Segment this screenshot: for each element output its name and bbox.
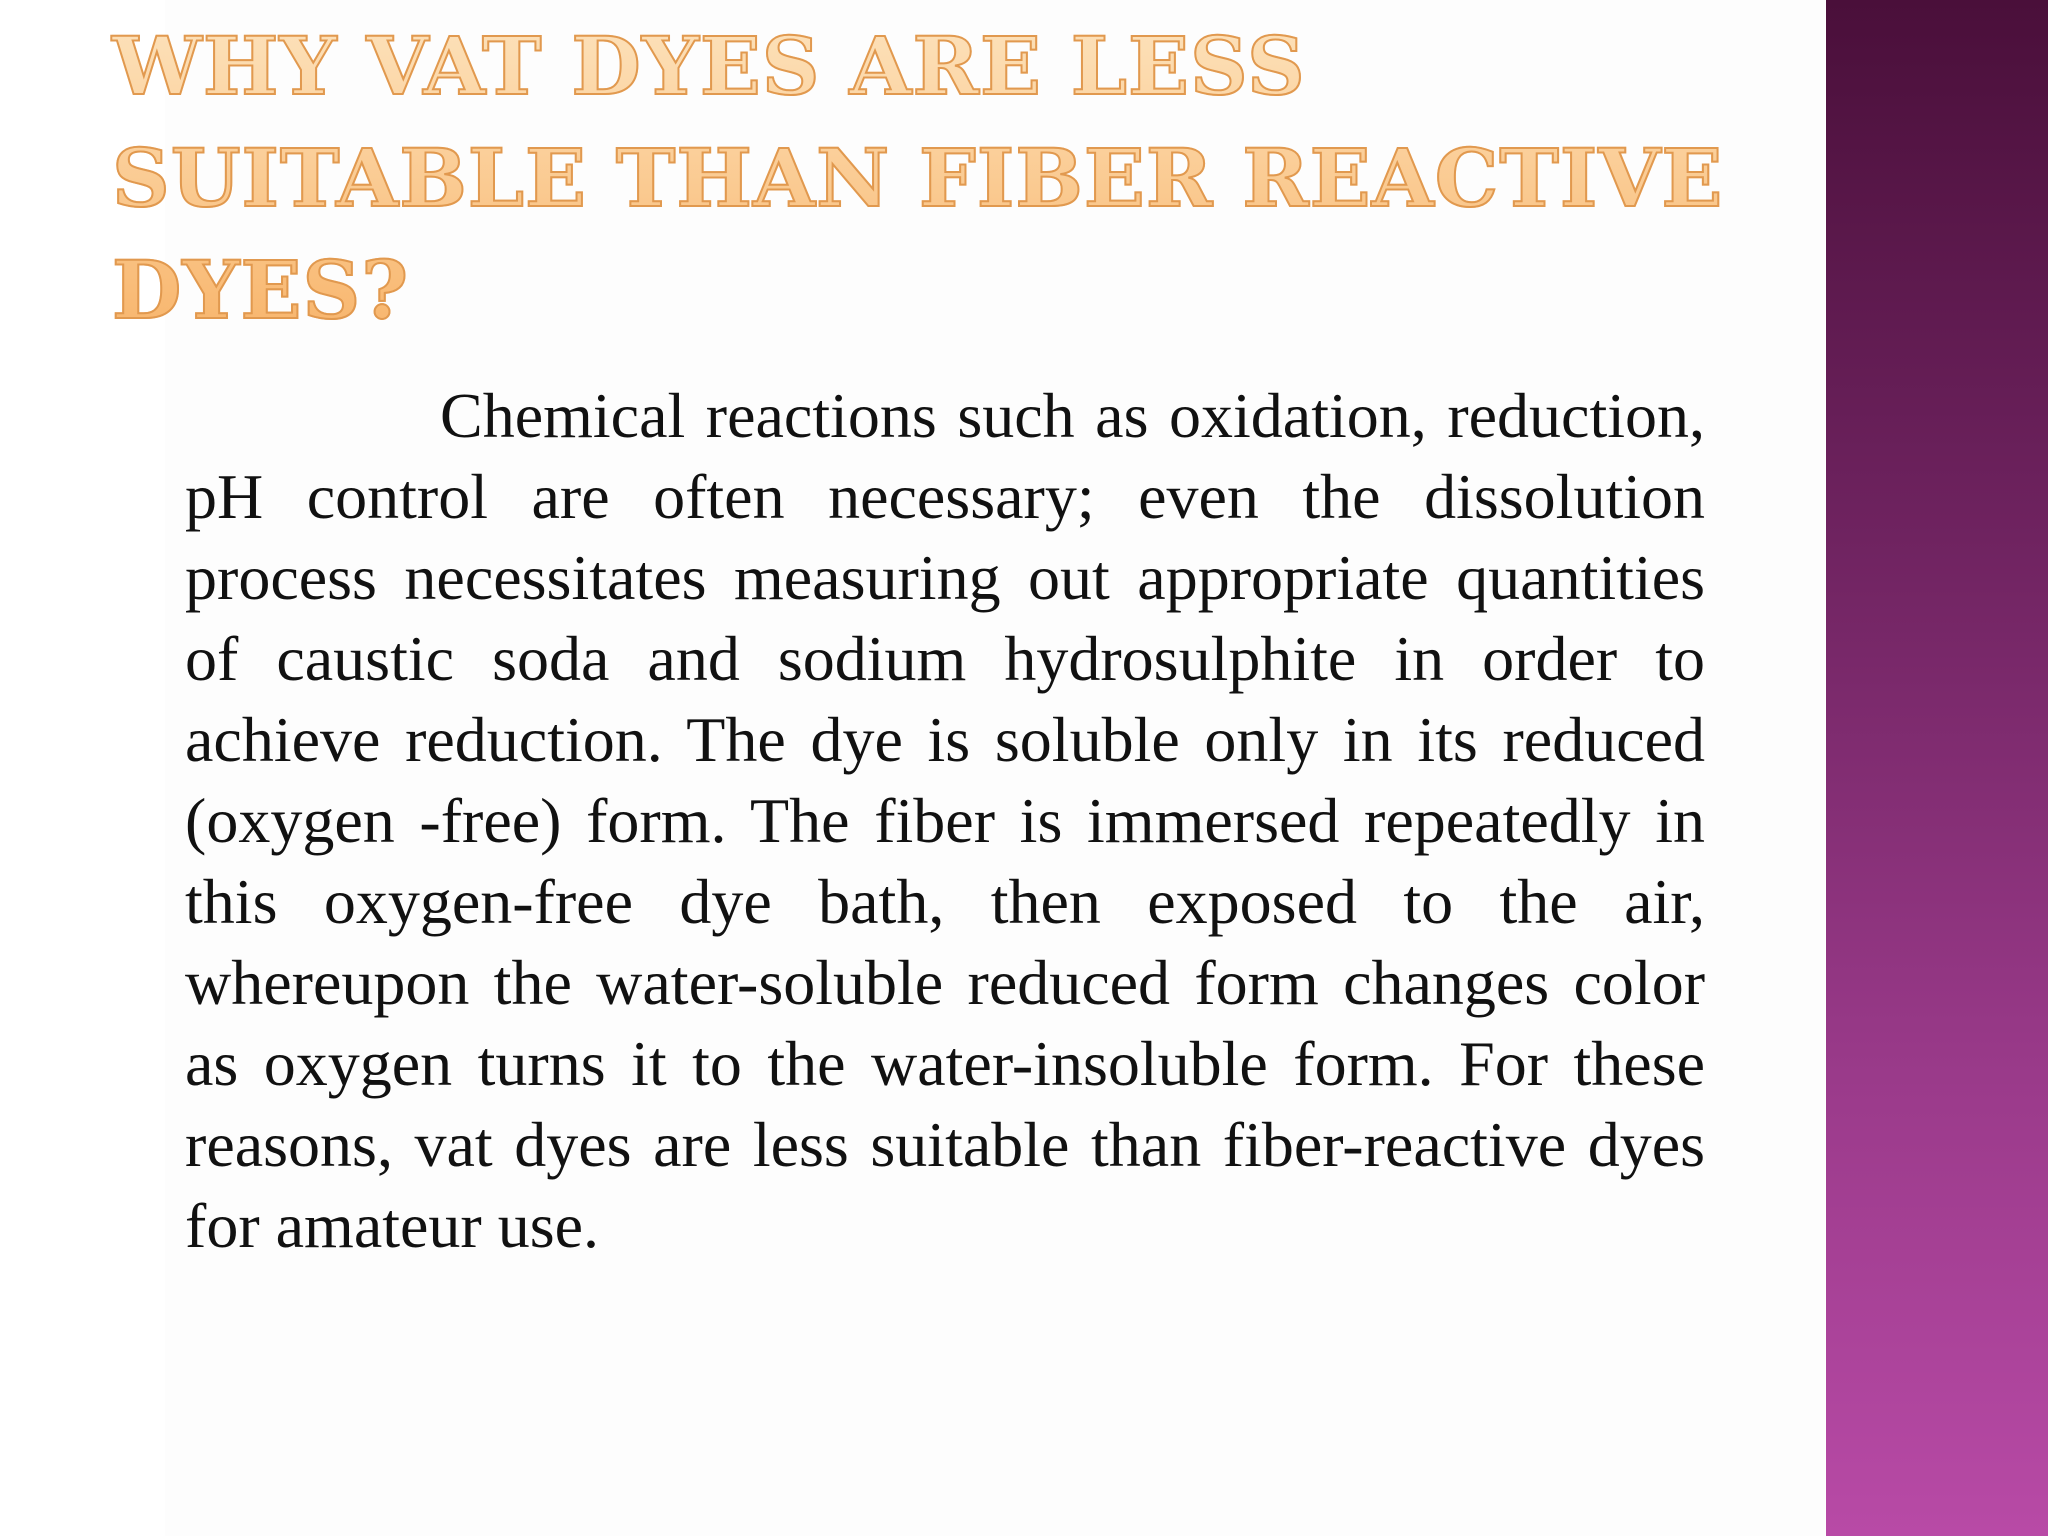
slide-title: WHY VAT DYES ARE LESS SUITABLE THAN FIBER REACTIVE DYES?: [112, 10, 1752, 346]
decorative-sidebar: [1826, 0, 2048, 1536]
body-text: Chemical reactions such as oxidation, reduction, pH control are often necessary; even the dissolution process necessitates measuring out appropriate quantities of caustic soda and sodium hydrosulphite in order to achieve reduction. The dye is soluble only in its reduced (oxygen -free) form. The fiber is immersed repeatedly in this oxygen-free dye bath, then exposed to the air, whereupon the water-soluble reduced form changes color as oxygen turns it to the water-insoluble form. For these reasons, vat dyes are less suitable than fiber-reactive dyes for amateur use.: [185, 380, 1705, 1261]
slide-body: [185, 375, 1705, 1266]
